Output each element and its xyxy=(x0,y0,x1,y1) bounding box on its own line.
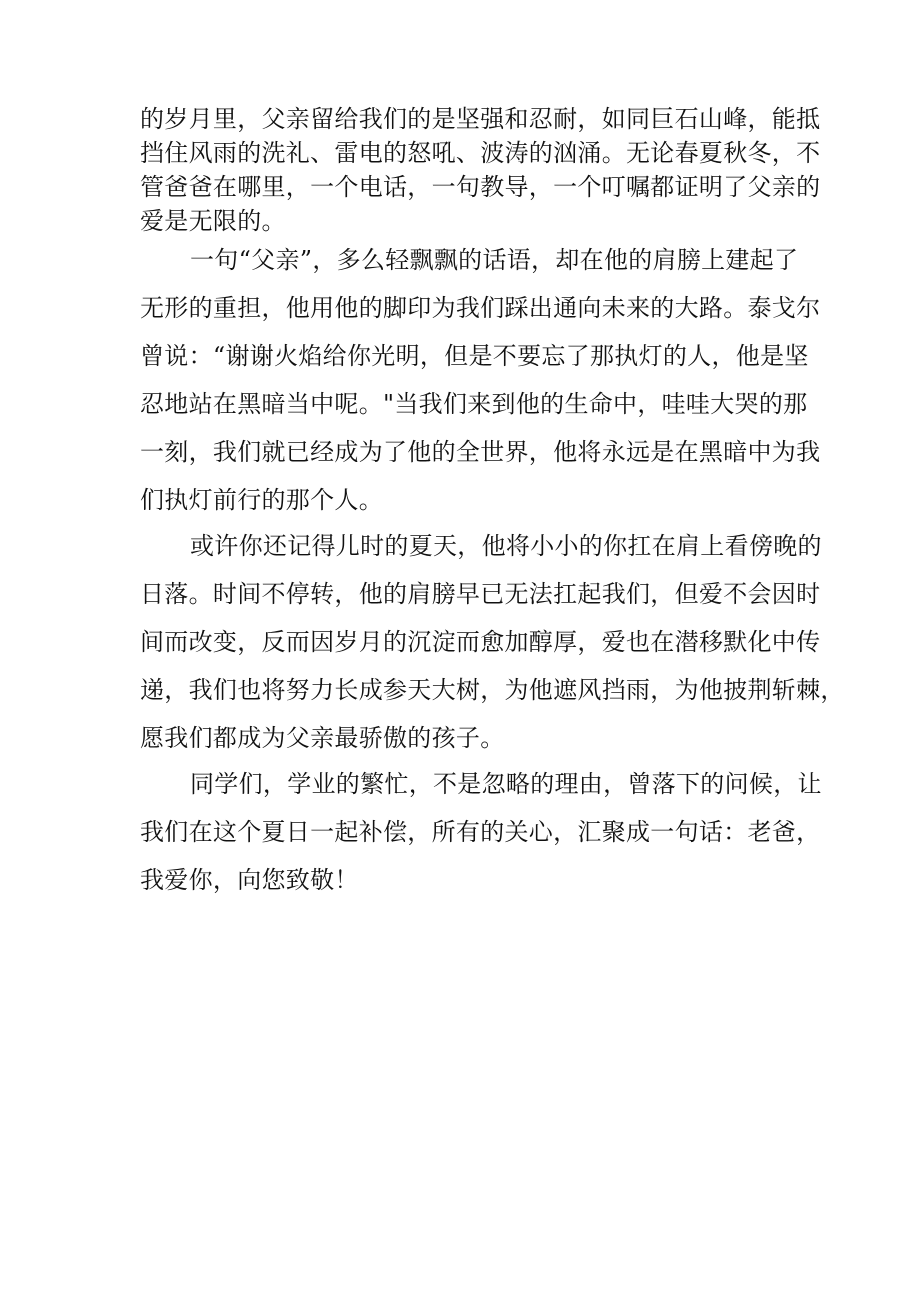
paragraph-line: 或许你还记得儿时的夏天，他将小小的你扛在肩上看傍晚的 xyxy=(190,532,822,560)
paragraph-line: 同学们，学业的繁忙，不是忽略的理由，曾落下的问候，让 xyxy=(190,770,822,798)
paragraph-line: 忍地站在黑暗当中呢。"当我们来到他的生命中，哇哇大哭的那 xyxy=(140,390,808,418)
paragraph-line: 曾说：“谢谢火焰给你光明，但是不要忘了那执灯的人，他是坚 xyxy=(140,342,809,370)
paragraph-line: 一刻，我们就已经成为了他的全世界，他将永远是在黑暗中为我 xyxy=(140,438,821,466)
paragraph-line: 管爸爸在哪里，一个电话，一句教导，一个叮嘱都证明了父亲的 xyxy=(140,173,821,201)
paragraph-line: 挡住风雨的洗礼、雷电的怒吼、波涛的汹涌。无论春夏秋冬，不 xyxy=(140,139,821,167)
paragraph-line: 递，我们也将努力长成参天大树，为他遮风挡雨，为他披荆斩棘， xyxy=(140,676,845,704)
paragraph-4 xyxy=(140,760,822,904)
paragraph-line: 的岁月里，父亲留给我们的是坚强和忍耐，如同巨石山峰，能抵 xyxy=(140,105,821,133)
paragraph-line: 我们在这个夏日一起补偿，所有的关心，汇聚成一句话：老爸， xyxy=(140,818,821,846)
paragraph-2 xyxy=(140,236,821,524)
paragraph-line: 们执灯前行的那个人。 xyxy=(140,486,383,514)
paragraph-1 xyxy=(140,102,821,238)
paragraph-line: 间而改变，反而因岁月的沉淀而愈加醇厚，爱也在潜移默化中传 xyxy=(140,628,821,656)
paragraph-line: 愿我们都成为父亲最骄傲的孩子。 xyxy=(140,724,505,752)
paragraph-3 xyxy=(140,522,845,762)
paragraph-line: 日落。时间不停转，他的肩膀早已无法扛起我们，但爱不会因时 xyxy=(140,580,821,608)
paragraph-line: 一句“父亲”，多么轻飘飘的话语，却在他的肩膀上建起了 xyxy=(190,246,799,274)
paragraph-line: 爱是无限的。 xyxy=(140,207,286,235)
paragraph-line: 无形的重担，他用他的脚印为我们踩出通向未来的大路。泰戈尔 xyxy=(140,294,821,322)
paragraph-line: 我爱你，向您致敬！ xyxy=(140,866,359,894)
